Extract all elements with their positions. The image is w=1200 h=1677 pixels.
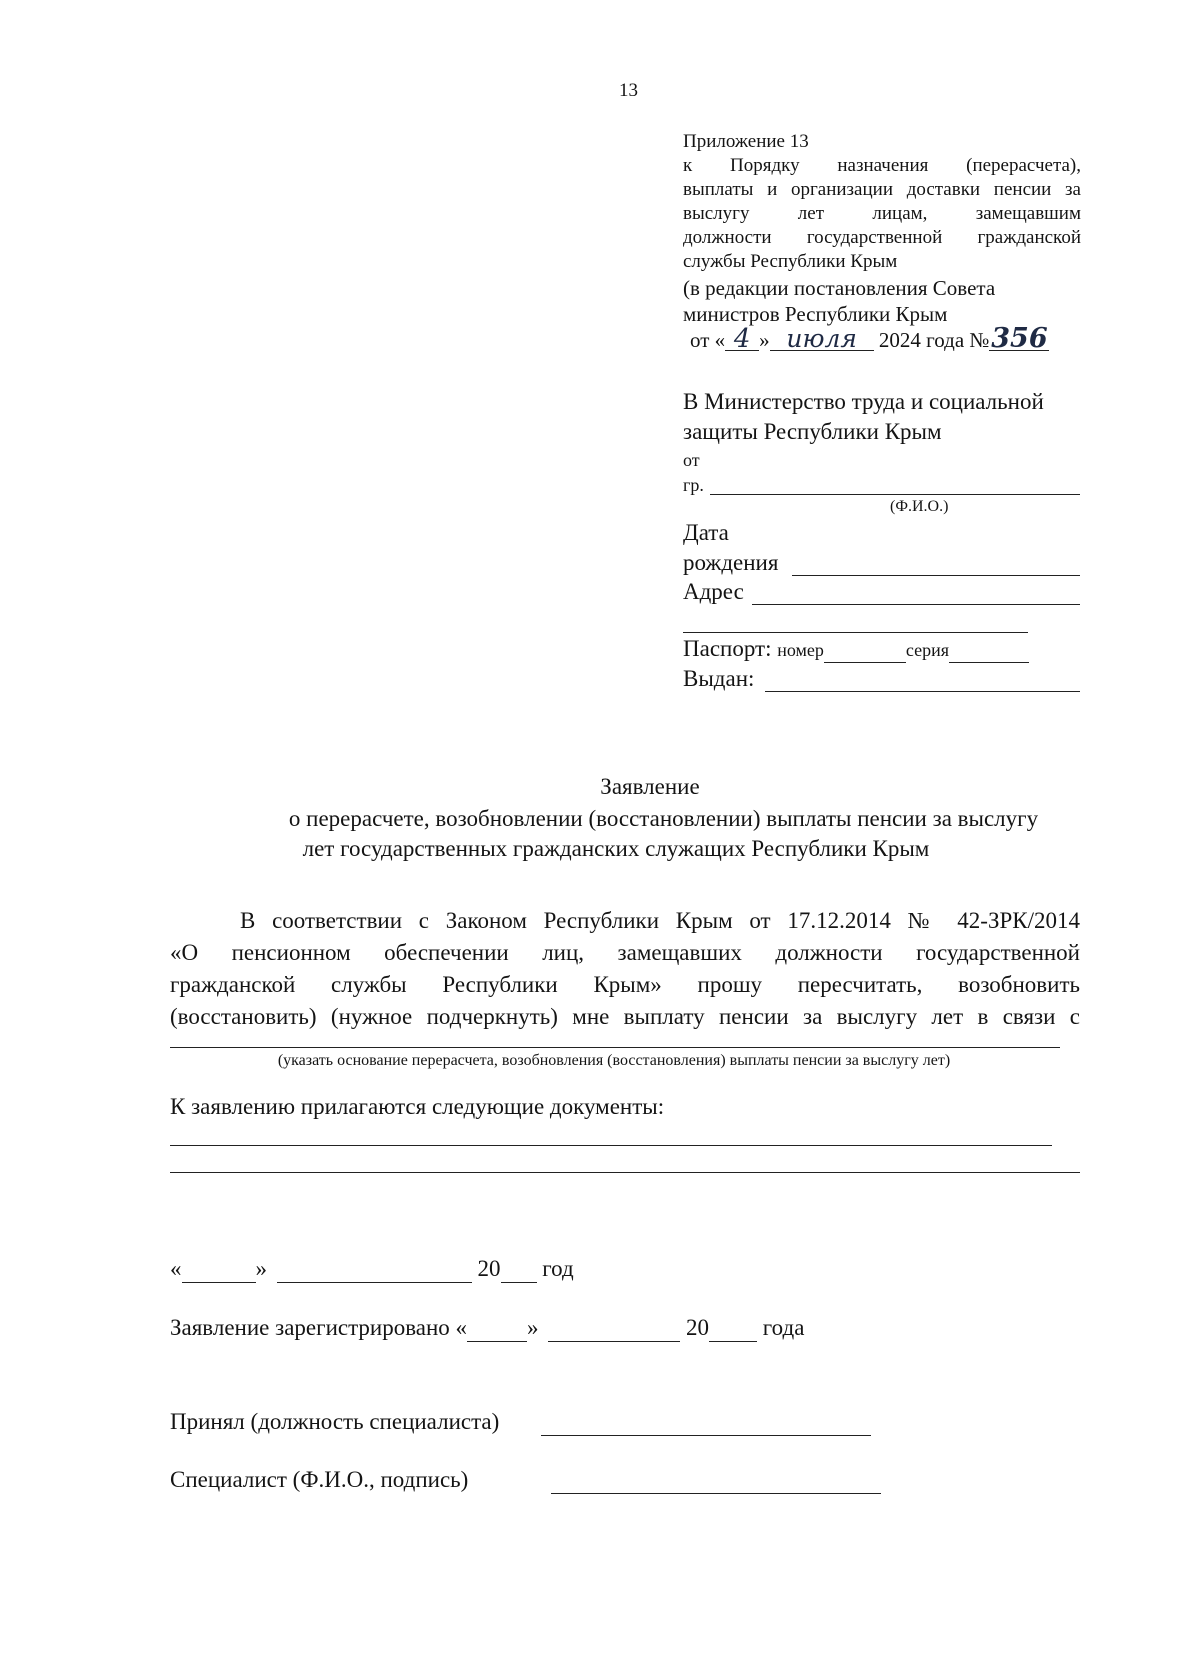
title-heading: Заявление (600, 774, 700, 799)
date-mid: » (759, 328, 770, 352)
date-open: « (170, 1256, 182, 1281)
title-line: лет государственных гражданских служащих Республики Крым (302, 836, 930, 861)
address-label: Адрес (683, 579, 744, 604)
registered-month-field[interactable] (548, 1315, 680, 1342)
addressee-line: В Министерство труда и социальной (683, 389, 1044, 414)
registered-day-field[interactable] (467, 1315, 527, 1342)
handwritten-number: 356 (991, 323, 1048, 354)
reason-note: (указать основание перерасчета, возобновления (восстановления) выплаты пенсии за выслугу лет) (277, 1052, 951, 1069)
from-label: от (683, 450, 700, 470)
body-line: «О пенсионном обеспечении лиц, замещавших должности государственной (170, 940, 1080, 965)
appendix-line: к Порядку назначения (перерасчета), (683, 155, 1081, 176)
passport-label: Паспорт: (683, 636, 772, 661)
citizen-label: гр. (683, 475, 704, 495)
issued-label: Выдан: (683, 666, 755, 691)
registered-year-suffix: года (762, 1315, 805, 1340)
handwritten-month: июля (770, 328, 874, 351)
date-close: » (255, 1256, 267, 1281)
specialist-field[interactable] (551, 1493, 881, 1494)
appendix-title: Приложение 13 (683, 131, 809, 152)
body-line: гражданской службы Республики Крым» прошу пересчитать, возобновить (170, 972, 1080, 997)
passport-series-label: серия (905, 640, 950, 660)
passport-series-field[interactable] (949, 636, 1029, 663)
registered-label: Заявление зарегистрировано « (170, 1315, 468, 1340)
registered-year-field[interactable] (709, 1315, 757, 1342)
address-field-2[interactable] (683, 632, 1028, 633)
appendix-date-line (690, 323, 1088, 354)
docs-label: К заявлению прилагаются следующие документы: (170, 1094, 665, 1119)
specialist-label: Специалист (Ф.И.О., подпись) (170, 1467, 469, 1492)
dob-label: Дата (683, 520, 729, 545)
body-line: (восстановить) (нужное подчеркнуть) мне выплату пенсии за выслугу лет в связи с (170, 1004, 1080, 1029)
reason-field[interactable] (170, 1047, 1060, 1048)
passport-number-field[interactable] (824, 636, 906, 663)
passport-number-label: номер (777, 640, 824, 660)
registered-year-prefix: 20 (686, 1315, 710, 1340)
page-number: 13 (619, 80, 638, 101)
day-field[interactable] (182, 1256, 256, 1283)
body-line: В соответствии с Законом Республики Крым от 17.12.2014 № 42-ЗРК/2014 (240, 908, 1080, 933)
passport-line (683, 636, 1029, 663)
appendix-line: должности государственной гражданской (683, 227, 1081, 248)
date-suffix: года № (926, 328, 990, 352)
year-field[interactable] (501, 1256, 537, 1283)
address-field[interactable] (752, 604, 1080, 605)
fio-field[interactable] (710, 494, 1080, 495)
date-line (170, 1256, 574, 1283)
registration-line (170, 1315, 804, 1342)
registered-close: » (527, 1315, 539, 1340)
dob-label: рождения (683, 550, 779, 575)
year-prefix: 20 (477, 1256, 501, 1281)
appendix-line: министров Республики Крым (683, 302, 948, 326)
docs-field-2[interactable] (170, 1172, 1080, 1173)
docs-field-1[interactable] (170, 1145, 1052, 1146)
date-year: 2024 (878, 328, 921, 352)
addressee-line: защиты Республики Крым (683, 419, 942, 444)
dob-field[interactable] (792, 575, 1080, 576)
date-prefix: от « (690, 328, 726, 352)
appendix-line: выслугу лет лицам, замещавшим (683, 203, 1081, 224)
title-line: о перерасчете, возобновлении (восстановлении) выплаты пенсии за выслугу (288, 806, 1039, 831)
year-suffix: год (542, 1256, 574, 1281)
appendix-line: службы Республики Крым (683, 251, 898, 272)
fio-note: (Ф.И.О.) (890, 498, 949, 515)
appendix-line: выплаты и организации доставки пенсии за (683, 179, 1081, 200)
accepted-field[interactable] (541, 1435, 871, 1436)
issued-field[interactable] (765, 691, 1080, 692)
appendix-line: (в редакции постановления Совета (683, 276, 996, 300)
handwritten-day: 4 (725, 328, 759, 351)
month-field[interactable] (277, 1256, 472, 1283)
accepted-label: Принял (должность специалиста) (170, 1409, 500, 1434)
